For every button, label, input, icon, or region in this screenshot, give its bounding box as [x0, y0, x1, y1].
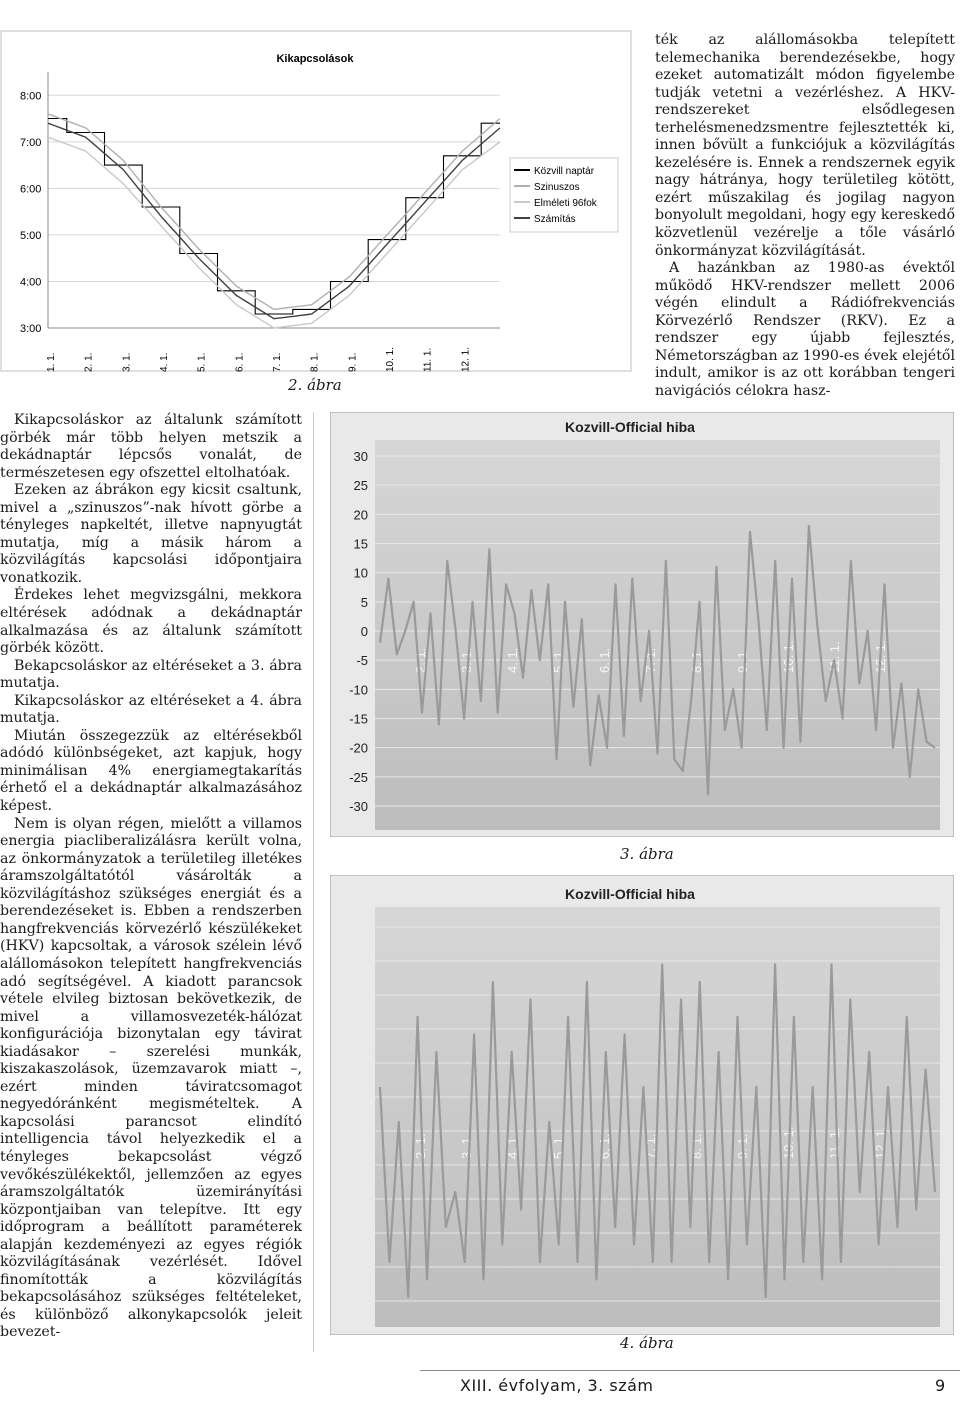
fig2-x-tick-label: 8. 1. — [309, 352, 321, 372]
figure-4-chart — [330, 875, 954, 1335]
fig4-x-tick-label: 12. 1. — [873, 1126, 888, 1159]
fig2-legend-label: Szinuszos — [534, 182, 580, 193]
fig4-x-tick-label: 8. 1. — [689, 1133, 704, 1159]
fig3-x-tick-label: 8. 1. — [689, 647, 704, 673]
fig4-x-tick-label: 3. 1. — [459, 1133, 474, 1159]
fig3-y-tick-label: -20 — [349, 740, 368, 756]
fig2-legend-label: Számítás — [534, 214, 576, 225]
paragraph: Miután összegezzük az eltérésekből adódó különbségeket, azt kapjuk, hogy minimálisan 4% energiamegtakarítás érhető el a dekádnaptár alkalmazásához képest. — [0, 727, 302, 815]
fig3-x-tick-label: 10. 1. — [781, 640, 796, 673]
fig4-x-tick-label: 5. 1. — [551, 1133, 566, 1159]
fig3-y-tick-label: 25 — [353, 478, 368, 494]
fig3-x-tick-label: 9. 1. — [735, 647, 750, 673]
fig3-y-tick-label: -30 — [349, 799, 368, 814]
fig3-y-tick-label: -10 — [349, 682, 368, 698]
left-text-column — [0, 412, 302, 1342]
fig3-x-tick-label: 6. 1. — [597, 647, 612, 673]
fig2-x-tick-label: 10. 1. — [385, 346, 396, 372]
fig3-y-tick-label: 5 — [360, 594, 368, 610]
right-text-column — [655, 32, 955, 400]
page-number: 9 — [935, 1376, 946, 1395]
fig3-y-tick-label: 20 — [353, 507, 368, 523]
fig2-y-tick-label: 3:00 — [20, 323, 42, 335]
fig2-y-tick-label: 4:00 — [20, 276, 42, 289]
figure-4-caption: 4. ábra — [620, 1334, 674, 1352]
paragraph: Érdekes lehet megvizsgálni, mekkora eltérések adódnak a dekádnaptár alkalmazása és az általunk számított görbék között. — [0, 587, 302, 657]
fig3-y-tick-label: 10 — [353, 565, 368, 581]
fig3-y-tick-label: -25 — [349, 769, 368, 785]
fig3-x-tick-label: 2. 1. — [413, 647, 428, 673]
fig2-y-tick-label: 6:00 — [20, 183, 42, 196]
fig3-y-tick-label: -5 — [356, 653, 368, 669]
paragraph: Kikapcsoláskor az általunk számított görbék már több helyen metszik a dekádnaptár lépcsős vonalát, de természetesen egy ofszettel eltolhatóak. — [0, 412, 302, 481]
fig2-x-tick-label: 6. 1. — [234, 352, 246, 372]
fig4-x-tick-label: 9. 1. — [735, 1133, 750, 1159]
fig2-x-tick-label: 9. 1. — [347, 352, 359, 372]
footer-rule — [420, 1370, 960, 1371]
fig3-x-tick-label: 11. 1. — [827, 641, 842, 673]
fig3-y-tick-label: 15 — [353, 536, 368, 552]
paragraph: Kikapcsoláskor az eltéréseket a 4. ábra mutatja. — [0, 692, 302, 727]
fig2-title: Kikapcsolások — [276, 53, 354, 65]
fig4-title: Kozvill-Official hiba — [565, 886, 695, 902]
figure-3-caption: 3. ábra — [620, 845, 674, 863]
fig3-y-tick-label: -15 — [349, 711, 368, 727]
fig2-legend-label: Elméleti 96fok — [534, 198, 597, 209]
fig4-x-tick-label: 7. 1. — [643, 1133, 658, 1159]
fig3-x-tick-label: 4. 1. — [505, 647, 520, 673]
column-divider — [313, 412, 314, 1352]
fig3-y-tick-label: 0 — [360, 624, 368, 639]
fig2-x-tick-label: 1. 1. — [46, 352, 57, 372]
fig2-x-tick-label: 12. 1. — [460, 346, 472, 372]
fig4-x-tick-label: 4. 1. — [505, 1133, 520, 1159]
figure-2-chart — [0, 30, 632, 372]
figure-2-caption: 2. ábra — [288, 376, 342, 394]
fig4-x-tick-label: 10. 1. — [781, 1126, 796, 1159]
fig2-x-tick-label: 11. 1. — [422, 347, 434, 372]
paragraph: A hazánkban az 1980-as évektől működő HKV-rendszer mellett 2006 végén elindult a Rádiófrekvenciás Körvezérlő Rendszer (RKV). Ez a rendszer egy újabb fejlesztés, Németországban az 1990-es évek elejétől indult, amikor is az ott korábban tengeri navigációs célokra hasz- — [655, 260, 955, 399]
fig4-x-tick-label: 2. 1. — [413, 1133, 428, 1159]
fig3-x-tick-label: 5. 1. — [551, 647, 566, 673]
fig2-x-tick-label: 2. 1. — [83, 352, 95, 372]
figure-3-chart — [330, 412, 954, 837]
fig2-x-tick-label: 7. 1. — [272, 352, 283, 372]
fig2-y-tick-label: 8:00 — [20, 90, 42, 103]
fig4-x-tick-label: 11. 1. — [827, 1127, 842, 1159]
paragraph: ték az alállomásokba telepített telemechanika berendezésekbe, hogy ezeket automatizált módon figyelembe tudják vetetni a vezérléshez. A HKV-rendszereket elsődlegesen terhelésmenedzsmentre fejlesztették ki, innen bővült a funkciójuk a közvilágítás kezelésére is. Ennek a rendszernek egyik nagy hátránya, hogy területileg kötött, ezért műszakilag és jogilag nagyon bonyolult megoldani, hogy egy kereskedő közvetlenül vezérelje a tőle vásárló önkormányzat közvilágítását. — [655, 32, 955, 259]
fig2-x-tick-label: 3. 1. — [121, 352, 133, 372]
fig3-x-tick-label: 3. 1. — [459, 647, 474, 673]
paragraph: Nem is olyan régen, mielőtt a villamos energia piacliberalizálásra került volna, az önkormányzatok a területileg illetékes áramszolgáltatótól vásárolták a közvilágításhoz szükséges energiát és a berendezéseket is. Ebben a rendszerben hangfrekvenciás körvezérlő készülékeket (HKV) kapcsoltak, a városok szélein lévő alállomásokon telepített hangfrekvenciás adó segítségével. A kiadott parancsok vétele elvileg biztosan bekövetkezik, de mivel a villamosvezeték-hálózat konfigurációja bizonytalan egy távirat kiadásakor – szerelési munkák, kiszakaszolások, üzemzavarok miatt –, ezért minden táviratcsomagot negyedóránként megismételtek. A kapcsolási parancsot elindító intelligencia távol helyezkedik el a tényleges bekapcsolást végző vevőkészülékektől, jellemzően az egyes áramszolgáltatók üzemirányítási központjaiban van telepítve. Itt egy időprogram a beállított paraméterek alapján kezdeményezi az egyes régiók közvilágításának vezérlését. Idővel finomították a közvilágítás bekapcsolásához szükséges feltételeket, és különböző alkonykapcsolók jeleit bevezet- — [0, 815, 302, 1341]
paragraph: Bekapcsoláskor az eltéréseket a 3. ábra mutatja. — [0, 657, 302, 692]
fig4-x-tick-label: 6. 1. — [597, 1133, 612, 1159]
fig3-x-tick-label: 7. 1. — [643, 647, 658, 673]
fig2-x-tick-label: 5. 1. — [196, 352, 208, 372]
fig3-title: Kozvill-Official hiba — [565, 419, 695, 435]
fig2-y-tick-label: 7:00 — [20, 136, 42, 149]
fig3-y-tick-label: 30 — [353, 449, 368, 464]
fig2-legend — [510, 158, 618, 232]
journal-issue: XIII. évfolyam, 3. szám — [460, 1376, 654, 1395]
fig2-y-tick-label: 5:00 — [20, 229, 42, 242]
fig2-legend-label: Közvill naptár — [534, 166, 595, 177]
fig3-x-tick-label: 12. 1. — [873, 640, 888, 673]
paragraph: Ezeken az ábrákon egy kicsit csaltunk, mivel a „szinuszos”-nak hívott görbe a tényleges napkeltét, illetve napnyugtát mutatja, míg a másik három a közvilágítás kapcsolási időpontjaira vonatkozik. — [0, 482, 302, 586]
fig2-x-tick-label: 4. 1. — [159, 352, 170, 372]
